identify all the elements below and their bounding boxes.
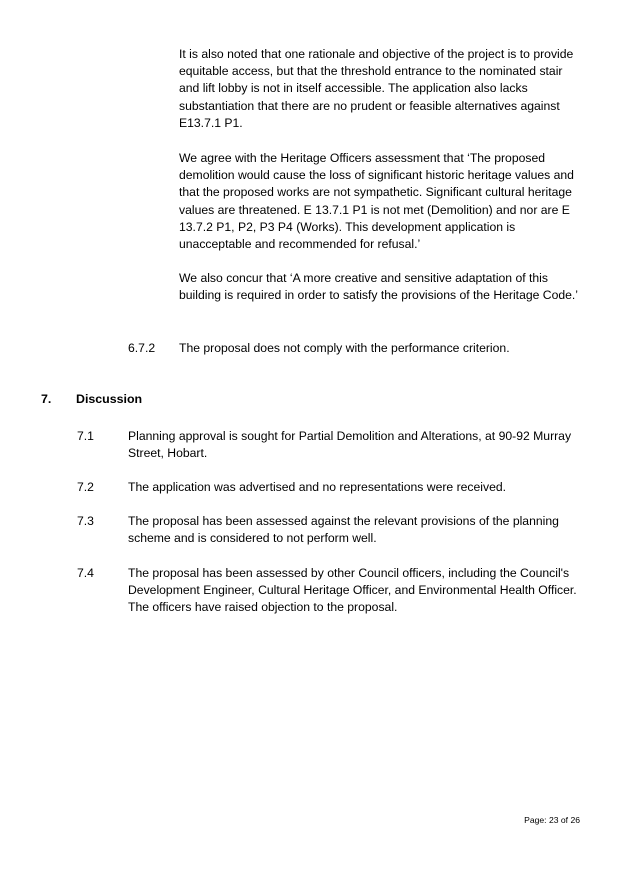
item-text-7-1: Planning approval is sought for Partial Demolition and Alterations, at 90-92 Murray Street, Hobart.	[128, 429, 572, 461]
clause-text-6-7-2: The proposal does not comply with the performance criterion.	[179, 341, 510, 355]
item-text-7-4: The proposal has been assessed by other Council officers, including the Council's Development Engineer, Cultural Heritage Officer, and Environmental Health Officer. The officers have raised objection to the proposal.	[128, 566, 577, 615]
section-number: 7.	[41, 392, 52, 406]
paragraph-heritage-assessment: We agree with the Heritage Officers assessment that ‘The proposed demolition would cause the loss of significant historic heritage values and that the proposed works are not sympathetic. Significant cultural heritage values are threatened. E 13.7.1 P1 is not met (Demolition) and nor are E 13.7.2 P1, P2, P3 P4 (Works). This development application is unacceptable and recommended for refusal.’	[179, 151, 574, 252]
page-number: Page: 23 of 26	[524, 815, 580, 825]
item-text-7-2: The application was advertised and no representations were received.	[128, 480, 507, 494]
paragraph-accessibility: It is also noted that one rationale and objective of the project is to provide equitable access, but that the threshold entrance to the nominated stair and lift lobby is not in itself accessible. The application also lacks substantiation that there are no prudent or feasible alternatives against E13.7.1 P1.	[179, 47, 574, 130]
item-number-7-3: 7.3	[77, 514, 94, 528]
item-number-7-1: 7.1	[77, 429, 94, 443]
item-number-7-4: 7.4	[77, 566, 94, 580]
section-title: Discussion	[76, 392, 143, 406]
item-number-7-2: 7.2	[77, 480, 94, 494]
paragraph-creative-adaptation: We also concur that ‘A more creative and sensitive adaptation of this building is required in order to satisfy the provisions of the Heritage Code.’	[179, 271, 579, 303]
item-text-7-3: The proposal has been assessed against the relevant provisions of the planning scheme and is considered to not perform well.	[128, 514, 559, 546]
clause-number-6-7-2: 6.7.2	[128, 341, 156, 355]
